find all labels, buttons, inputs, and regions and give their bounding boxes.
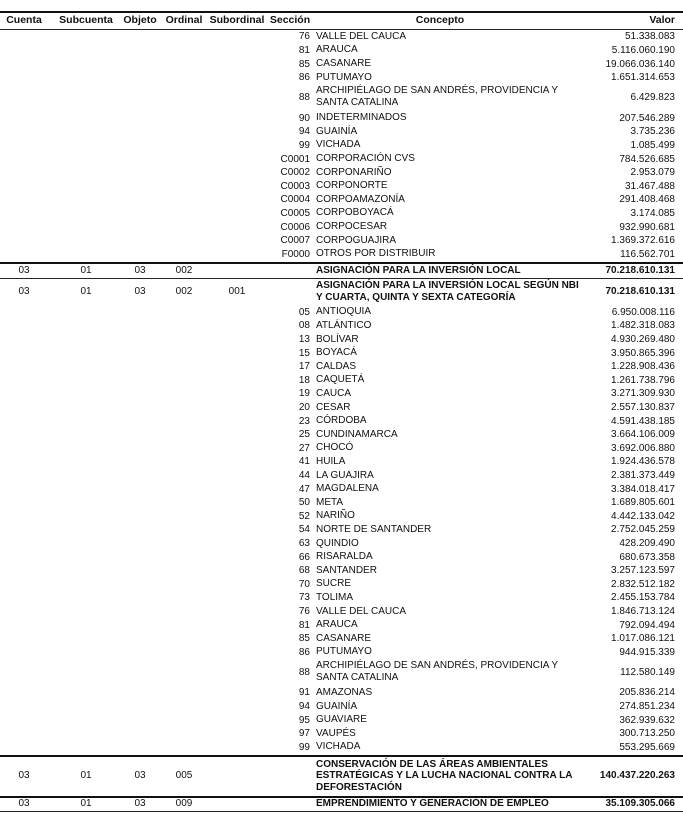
row-valor: 784.526.685: [619, 153, 675, 165]
row-seccion: 99: [298, 139, 310, 151]
row-valor: 792.094.494: [619, 619, 675, 631]
row-concepto: ATLÁNTICO: [316, 319, 372, 331]
row-seccion: 68: [298, 565, 310, 577]
row-valor: 207.546.289: [619, 112, 675, 124]
row-valor: 362.939.632: [619, 714, 675, 726]
row-seccion: 76: [298, 606, 310, 617]
group-cuenta: 03: [18, 798, 30, 810]
header-top-rule: [0, 11, 683, 13]
row-concepto: ARAUCA: [316, 44, 358, 56]
row-seccion: 05: [298, 306, 310, 318]
group-valor: 70.218.610.131: [605, 286, 675, 297]
group-valor: 35.109.305.066: [605, 798, 675, 810]
row-concepto: CESAR: [316, 401, 351, 413]
group-valor: 70.218.610.131: [605, 264, 675, 276]
row-seccion: 81: [298, 44, 310, 56]
row-seccion: 47: [298, 483, 310, 495]
row-concepto: GUAINÍA: [316, 700, 358, 712]
row-valor: 2.381.373.449: [611, 470, 675, 481]
row-concepto: HUILA: [316, 455, 346, 467]
row-concepto: GUAINÍA: [316, 125, 358, 137]
row-concepto: CHOCÓ: [316, 442, 354, 454]
row-seccion: C0001: [280, 153, 310, 165]
row-valor: 1.085.499: [630, 139, 675, 151]
row-concepto: GUAVIARE: [316, 714, 367, 726]
row-valor: 3.174.085: [630, 207, 675, 219]
row-concepto: NORTE DE SANTANDER: [316, 523, 432, 535]
row-valor: 2.455.153.784: [611, 592, 675, 604]
row-valor: 680.673.358: [619, 551, 675, 563]
row-valor: 2.752.045.259: [611, 524, 675, 536]
row-valor: 944.915.339: [619, 646, 675, 658]
row-valor: 31.467.488: [624, 180, 675, 192]
row-seccion: 17: [298, 361, 310, 373]
row-valor: 4.442.133.042: [611, 510, 675, 522]
row-concepto: TOLIMA: [316, 591, 354, 603]
row-concepto: CAQUETÁ: [316, 374, 365, 386]
row-valor: 205.836.214: [619, 687, 675, 699]
row-seccion: 97: [298, 728, 310, 740]
row-concepto: CORPOBOYACÁ: [316, 207, 394, 219]
group-cuenta: 03: [18, 770, 30, 782]
group-concepto: ESTRATÉGICAS Y LA LUCHA NACIONAL CONTRA LA: [316, 770, 573, 782]
row-valor: 1.261.738.796: [611, 374, 675, 386]
row-concepto: CORPOCESAR: [316, 221, 388, 232]
row-valor: 1.017.086.121: [611, 633, 675, 645]
row-valor: 3.384.018.417: [611, 483, 675, 495]
row-valor: 932.990.681: [619, 221, 675, 233]
row-concepto: VAUPÉS: [316, 727, 356, 739]
row-seccion: 85: [298, 633, 310, 645]
group-objeto: 03: [134, 798, 146, 810]
row-seccion: 70: [298, 578, 310, 590]
group-ordinal: 009: [175, 798, 193, 810]
row-seccion: 91: [298, 687, 310, 699]
row-seccion: 41: [298, 456, 310, 468]
row-seccion: 50: [298, 497, 310, 509]
group-ordinal: 005: [175, 770, 193, 782]
group-rule: [0, 278, 683, 279]
row-valor: 2.832.512.182: [611, 578, 675, 590]
row-seccion: C0002: [280, 167, 310, 179]
group-subordinal: 001: [228, 286, 246, 297]
row-concepto: CALDAS: [316, 360, 357, 372]
group-cuenta: 03: [18, 286, 30, 297]
group-concepto: ASIGNACIÓN PARA LA INVERSIÓN LOCAL SEGÚN NBI: [316, 280, 579, 291]
row-valor: 3.692.006.880: [611, 442, 675, 454]
group-concepto: ASIGNACIÓN PARA LA INVERSIÓN LOCAL: [316, 264, 521, 276]
row-concepto: SANTA CATALINA: [316, 96, 399, 108]
group-valor: 140.437.220.263: [599, 770, 675, 782]
row-seccion: 86: [298, 646, 310, 658]
row-seccion: 85: [298, 58, 310, 70]
row-seccion: 88: [298, 92, 310, 104]
row-concepto: CASANARE: [316, 58, 372, 69]
group-concepto: CONSERVACIÓN DE LAS ÁREAS AMBIENTALES: [316, 758, 548, 770]
row-seccion: 08: [298, 320, 310, 332]
row-concepto: CORPOGUAJIRA: [316, 234, 397, 246]
row-concepto: BOYACÁ: [316, 347, 357, 359]
row-seccion: 86: [298, 72, 310, 84]
row-concepto: RISARALDA: [316, 551, 373, 563]
row-valor: 1.228.908.436: [611, 361, 675, 373]
row-seccion: 52: [298, 510, 310, 522]
row-seccion: 66: [298, 551, 310, 563]
row-valor: 6.429.823: [630, 92, 675, 104]
group-concepto: Y CUARTA, QUINTA Y SEXTA CATEGORÍA: [316, 291, 516, 303]
group-rule: [0, 262, 683, 264]
row-concepto: CASANARE: [316, 632, 372, 644]
row-valor: 2.953.079: [630, 167, 675, 179]
row-concepto: VALLE DEL CAUCA: [316, 30, 407, 42]
row-concepto: MAGDALENA: [316, 483, 379, 495]
row-concepto: PUTUMAYO: [316, 646, 372, 658]
col-header-subordinal: Subordinal: [209, 14, 265, 26]
col-header-cuenta: Cuenta: [6, 14, 42, 26]
row-valor: 5.116.060.190: [611, 44, 675, 56]
row-concepto: INDETERMINADOS: [316, 112, 407, 124]
row-valor: 3.664.106.009: [611, 429, 675, 441]
row-valor: 1.846.713.124: [611, 606, 675, 617]
group-rule: [0, 755, 683, 757]
row-seccion: C0005: [280, 207, 310, 219]
group-subcuenta: 01: [80, 770, 92, 782]
row-valor: 1.651.314.653: [611, 72, 675, 84]
row-seccion: 99: [298, 741, 310, 753]
group-ordinal: 002: [175, 286, 193, 297]
col-header-seccion: Sección: [269, 14, 311, 26]
row-seccion: 25: [298, 429, 310, 441]
row-concepto: CORPONORTE: [316, 180, 388, 192]
row-concepto: OTROS POR DISTRIBUIR: [316, 248, 436, 260]
row-seccion: 44: [298, 470, 310, 481]
row-valor: 1.689.805.601: [611, 497, 675, 509]
row-concepto: ANTIOQUIA: [316, 306, 372, 318]
row-valor: 6.950.008.116: [611, 306, 675, 318]
row-seccion: 27: [298, 442, 310, 454]
row-concepto: NARIÑO: [316, 510, 355, 522]
row-seccion: 94: [298, 701, 310, 712]
row-concepto: AMAZONAS: [316, 686, 373, 698]
row-valor: 19.066.036.140: [605, 58, 675, 70]
row-concepto: CUNDINAMARCA: [316, 428, 398, 440]
group-objeto: 03: [134, 264, 146, 276]
row-seccion: 81: [298, 619, 310, 631]
row-concepto: SUCRE: [316, 578, 352, 590]
row-valor: 3.257.123.597: [611, 565, 675, 577]
col-header-subcuenta: Subcuenta: [59, 14, 113, 26]
row-valor: 553.295.669: [619, 741, 675, 753]
row-concepto: SANTA CATALINA: [316, 671, 399, 683]
group-concepto: DEFORESTACIÓN: [316, 781, 402, 793]
col-header-concepto: Concepto: [415, 14, 465, 26]
row-seccion: 76: [298, 31, 310, 43]
row-valor: 1.369.372.616: [611, 235, 675, 247]
group-rule: [0, 811, 683, 812]
row-valor: 300.713.250: [619, 728, 675, 740]
row-seccion: F0000: [281, 248, 310, 260]
row-valor: 3.271.309.930: [611, 388, 675, 400]
group-cuenta: 03: [18, 264, 30, 276]
row-valor: 428.209.490: [619, 538, 675, 549]
row-concepto: BOLÍVAR: [316, 333, 359, 345]
row-valor: 116.562.701: [620, 248, 675, 260]
col-header-ordinal: Ordinal: [165, 14, 203, 26]
row-seccion: C0003: [280, 180, 310, 192]
row-concepto: VICHADA: [316, 139, 361, 151]
row-valor: 3.950.865.396: [611, 347, 675, 359]
group-objeto: 03: [134, 286, 146, 297]
row-valor: 51.338.083: [624, 31, 675, 43]
row-seccion: 20: [298, 402, 310, 413]
row-seccion: 23: [298, 415, 310, 427]
row-concepto: META: [316, 496, 344, 508]
group-subcuenta: 01: [80, 286, 92, 297]
row-seccion: 18: [298, 374, 310, 386]
row-concepto: CÓRDOBA: [316, 415, 367, 427]
row-concepto: CORPONARIÑO: [316, 166, 392, 178]
row-valor: 4.591.438.185: [611, 415, 675, 427]
row-valor: 291.408.468: [619, 194, 675, 206]
row-concepto: CORPORACIÓN CVS: [316, 153, 415, 164]
row-valor: 1.924.436.578: [611, 456, 675, 468]
row-concepto: ARCHIPIÉLAGO DE SAN ANDRÉS, PROVIDENCIA Y: [316, 660, 559, 672]
group-ordinal: 002: [175, 264, 193, 276]
col-header-valor: Valor: [649, 14, 675, 26]
row-seccion: 13: [298, 334, 310, 345]
row-valor: 274.851.234: [619, 701, 675, 712]
row-concepto: VALLE DEL CAUCA: [316, 605, 407, 617]
row-seccion: C0004: [280, 194, 310, 206]
row-seccion: C0007: [280, 235, 310, 247]
group-subcuenta: 01: [80, 264, 92, 276]
row-seccion: 73: [298, 592, 310, 604]
row-valor: 4.930.269.480: [611, 334, 675, 345]
row-seccion: C0006: [280, 221, 310, 233]
row-concepto: PUTUMAYO: [316, 71, 372, 83]
row-valor: 112.580.149: [620, 667, 675, 679]
row-valor: 2.557.130.837: [611, 402, 675, 413]
row-seccion: 54: [298, 524, 310, 536]
row-concepto: QUINDIO: [316, 537, 359, 549]
row-concepto: CAUCA: [316, 387, 352, 399]
group-objeto: 03: [134, 770, 146, 782]
row-concepto: ARCHIPIÉLAGO DE SAN ANDRÉS, PROVIDENCIA Y: [316, 85, 559, 97]
row-seccion: 63: [298, 538, 310, 549]
row-concepto: LA GUAJIRA: [316, 469, 374, 481]
row-concepto: CORPOAMAZONÍA: [316, 193, 405, 205]
col-header-objeto: Objeto: [123, 14, 157, 26]
row-seccion: 15: [298, 347, 310, 359]
row-seccion: 90: [298, 112, 310, 124]
row-valor: 3.735.236: [630, 126, 675, 138]
row-seccion: 95: [298, 714, 310, 726]
row-valor: 1.482.318.083: [611, 320, 675, 332]
row-seccion: 19: [298, 388, 310, 400]
row-seccion: 94: [298, 126, 310, 138]
row-concepto: VICHADA: [316, 741, 361, 753]
row-concepto: SANTANDER: [316, 564, 377, 576]
row-seccion: 88: [298, 667, 310, 679]
group-concepto: EMPRENDIMIENTO Y GENERACIÓN DE EMPLEO: [316, 798, 549, 810]
row-concepto: ARAUCA: [316, 619, 358, 631]
group-subcuenta: 01: [80, 798, 92, 810]
